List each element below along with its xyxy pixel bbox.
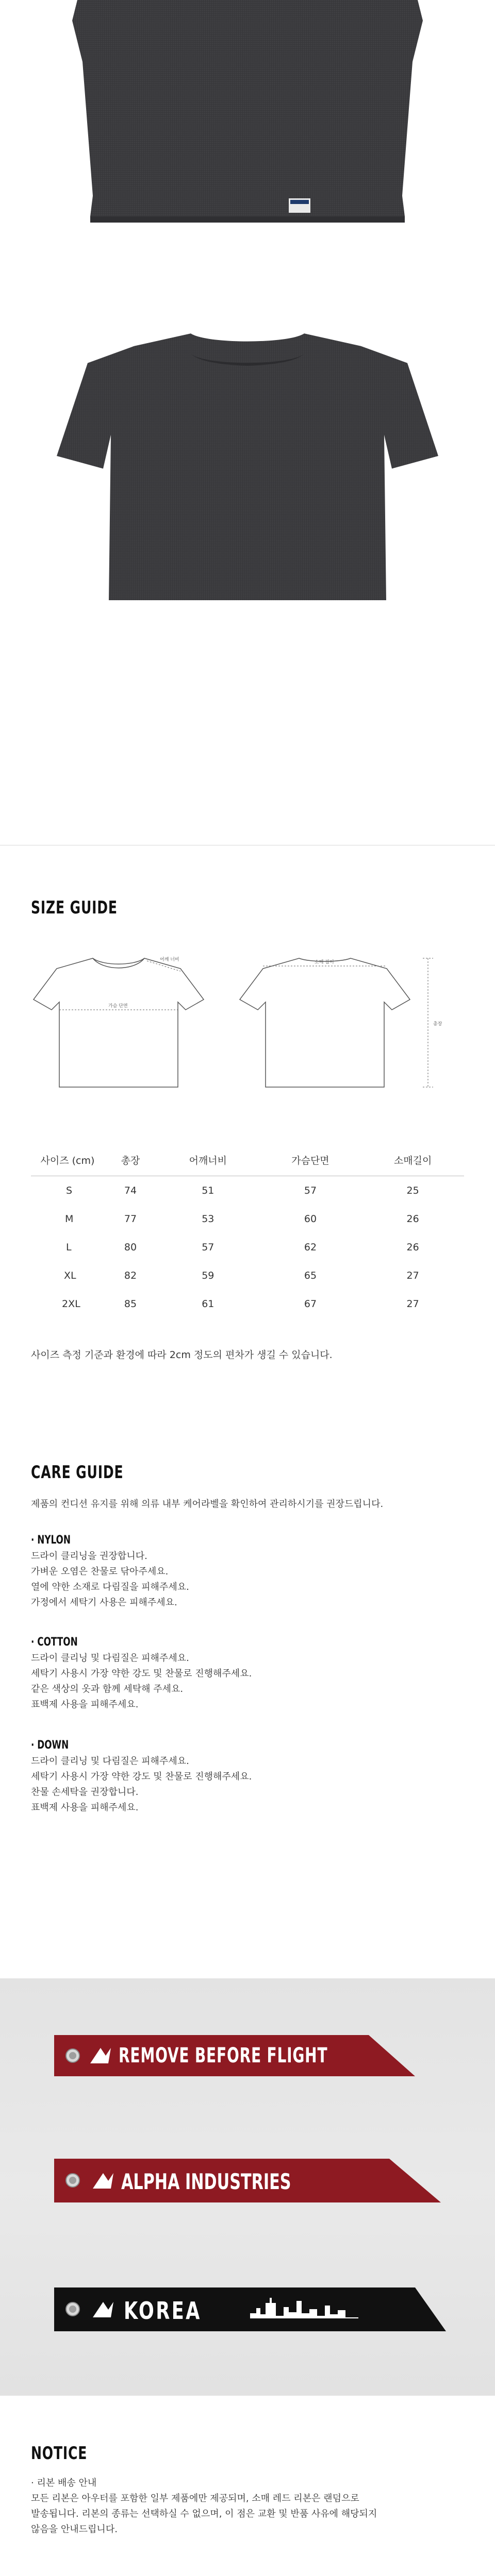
table-cell: 2XL — [62, 1298, 80, 1310]
tag-korea — [54, 2287, 446, 2331]
size-table-header-cell: 가슴단면 — [259, 1144, 362, 1176]
table-cell: 61 — [202, 1298, 214, 1310]
tag-text: REMOVE BEFORE FLIGHT — [119, 2044, 328, 2067]
tshirt-outline-diagram — [31, 943, 464, 1097]
table-cell: 59 — [202, 1269, 214, 1281]
size-table-header-cell: 사이즈 (cm) — [31, 1144, 104, 1176]
care-nylon-lines — [31, 1549, 189, 1611]
table-cell: 26 — [406, 1241, 419, 1253]
table-row — [31, 1176, 464, 1205]
table-cell: 60 — [304, 1213, 317, 1225]
notice-subhead: · 리본 배송 안내 — [31, 2478, 97, 2488]
table-cell: 65 — [304, 1269, 317, 1281]
care-line: 표백제 사용을 피해주세요. — [31, 1699, 139, 1710]
table-cell: M — [65, 1213, 74, 1225]
size-table-header — [31, 1144, 464, 1176]
size-note: 사이즈 측정 기준과 환경에 따라 2cm 정도의 편차가 생길 수 있습니다. — [31, 1349, 333, 1361]
table-cell: 57 — [304, 1184, 317, 1196]
table-cell: 74 — [124, 1184, 137, 1196]
care-line: 표백제 사용을 피해주세요. — [31, 1802, 139, 1813]
care-intro: 제품의 컨디션 유지를 위해 의류 내부 케어라벨을 확인하여 관리하시기를 권장드립니다. — [31, 1499, 384, 1510]
care-line: 드라이 클리닝을 권장합니다. — [31, 1551, 147, 1562]
sleeve-label: 소매 길이 — [315, 960, 334, 965]
shoulder-label: 어깨 너비 — [160, 957, 179, 962]
size-table — [31, 1144, 464, 1318]
size-table-header-cell: 소매길이 — [361, 1144, 464, 1176]
tag-remove-before-flight — [54, 2035, 415, 2076]
size-guide-title: SIZE GUIDE — [31, 897, 118, 918]
care-down-lines — [31, 1754, 252, 1816]
tag-text: ALPHA INDUSTRIES — [121, 2169, 291, 2194]
notice-line: 모든 리본은 아우터를 포함한 일부 제품에만 제공되며, 소매 레드 리본은 랜덤으로 — [31, 2493, 359, 2504]
care-head-down: · DOWN — [31, 1739, 69, 1752]
table-cell: 51 — [202, 1184, 214, 1196]
care-head-nylon: · NYLON — [31, 1534, 71, 1547]
table-row — [31, 1233, 464, 1261]
table-cell: 27 — [406, 1298, 419, 1310]
care-head-cotton: · COTTON — [31, 1636, 78, 1649]
care-cotton-lines — [31, 1651, 252, 1713]
care-line: 열에 약한 소재로 다림질을 피해주세요. — [31, 1582, 189, 1592]
table-cell: L — [66, 1241, 72, 1253]
length-label: 총장 — [433, 1022, 442, 1027]
tag-text: KOREA — [124, 2297, 202, 2325]
care-line: 세탁기 사용시 가장 약한 강도 및 찬물로 진행해주세요. — [31, 1668, 252, 1679]
care-line: 가정에서 세탁기 사용은 피해주세요. — [31, 1597, 177, 1608]
care-line: 같은 색상의 옷과 함께 세탁해 주세요. — [31, 1684, 184, 1694]
product-photo-front — [0, 265, 495, 600]
table-cell: 57 — [202, 1241, 214, 1253]
tshirt-front-image — [0, 265, 495, 600]
size-table-header-cell: 총장 — [104, 1144, 157, 1176]
chest-label: 가슴 단면 — [108, 1004, 128, 1009]
table-cell: 25 — [406, 1184, 419, 1196]
table-cell: S — [66, 1184, 73, 1196]
size-table-header-cell: 어깨너비 — [157, 1144, 259, 1176]
table-cell: 67 — [304, 1298, 317, 1310]
tag-alpha-industries — [54, 2159, 441, 2202]
notice-title: NOTICE — [31, 2443, 88, 2464]
notice-line: 않음을 안내드립니다. — [31, 2524, 118, 2535]
product-photo-back — [0, 0, 495, 265]
table-row — [31, 1290, 464, 1318]
table-cell: XL — [64, 1269, 76, 1281]
table-cell: 53 — [202, 1213, 214, 1225]
table-cell: 62 — [304, 1241, 317, 1253]
care-line: 가벼운 오염은 찬물로 닦아주세요. — [31, 1566, 169, 1577]
care-line: 찬물 손세탁을 권장합니다. — [31, 1787, 139, 1798]
table-cell: 85 — [124, 1298, 137, 1310]
tshirt-back-image — [0, 0, 495, 265]
care-line: 드라이 클리닝 및 다림질은 피해주세요. — [31, 1756, 189, 1767]
size-diagram — [31, 943, 464, 1097]
care-line: 드라이 클리닝 및 다림질은 피해주세요. — [31, 1653, 189, 1664]
table-cell: 27 — [406, 1269, 419, 1281]
table-cell: 77 — [124, 1213, 137, 1225]
notice-line: 발송됩니다. 리본의 종류는 선택하실 수 없으며, 이 점은 교환 및 반품 사유에 해당되지 — [31, 2509, 377, 2519]
care-line: 세탁기 사용시 가장 약한 강도 및 찬물로 진행해주세요. — [31, 1771, 252, 1782]
tags-banner — [0, 1978, 495, 2396]
table-cell: 82 — [124, 1269, 137, 1281]
table-cell: 26 — [406, 1213, 419, 1225]
notice-lines — [31, 2491, 377, 2537]
care-guide-title: CARE GUIDE — [31, 1462, 124, 1483]
table-row — [31, 1261, 464, 1290]
table-row — [31, 1205, 464, 1233]
table-cell: 80 — [124, 1241, 137, 1253]
